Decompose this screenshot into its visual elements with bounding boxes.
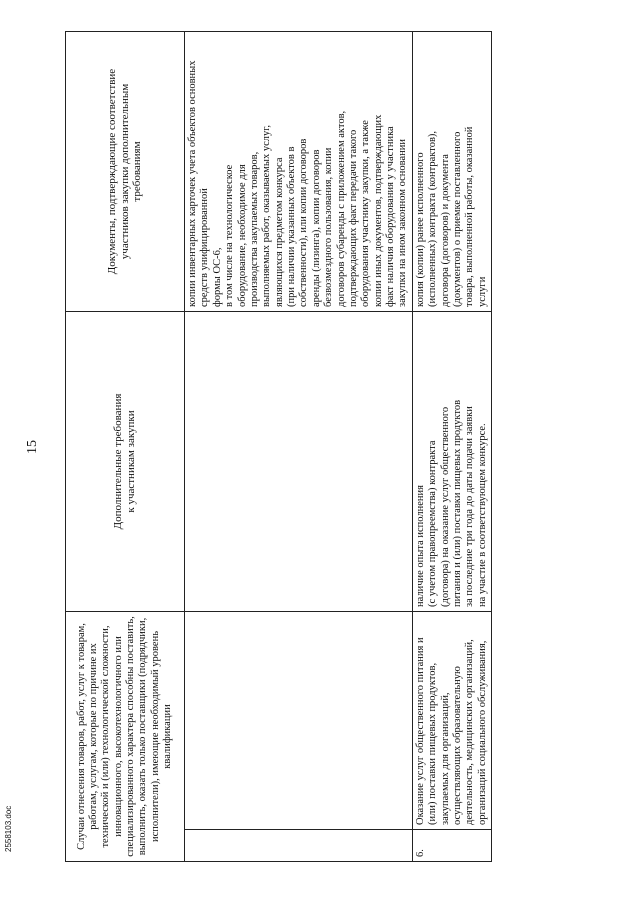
cell-empty-requirements: [185, 312, 413, 612]
category-description: Случаи отнесения товаров, работ, услуг к товарам, работам, услугам, которые по причине их технической и (или) технологической сложности, инновационного, высокотехнологичного или специализированного характера способны поставить, выполнить, оказать только поставщики (подрядчики, исполнители), имеющие необходимый уровень квалификации: [75, 616, 174, 857]
row6-documents: копия (копии) ранее исполненного (исполненных) контракта (контрактов), договора (договоров) и документа (документов) о приемке поставленного товара, выполненной работы, оказанной услуги: [412, 32, 491, 312]
continued-row-name: [66, 612, 185, 862]
table-row-header: [66, 32, 185, 862]
row6-number: 6.: [412, 830, 491, 862]
cell-empty-number: [185, 830, 413, 862]
page-number: 15: [25, 440, 40, 454]
table-row-continued: [185, 32, 413, 862]
footer-file-code: 2558103.doc: [4, 805, 13, 852]
rotated-page: [25, 32, 585, 862]
requirements-table: [65, 31, 492, 862]
row6-requirements: наличие опыта исполнения (с учетом правопреемства) контракта (договора) на оказание услуг общественного питания и (или) поставки пищевых продуктов за последние три года до даты подачи заявки на участие в соответствующем конкурсе.: [412, 312, 491, 612]
table-row: [412, 32, 491, 862]
row6-name: Оказание услуг общественного питания и (или) поставки пищевых продуктов, закупаемых для организаций, осуществляющих образовательную деятельность, медицинских организаций, организаций социального обслуживания,: [412, 612, 491, 830]
cell-empty-name: [185, 612, 413, 830]
header-documents: Документы, подтверждающие соответствие участников закупки дополнительным требованиям: [66, 32, 185, 312]
cell-documents-equipment: копии инвентарных карточек учета объектов основных средств унифицированной формы ОС-6, в том числе на технологическое оборудование, необходимое для производства закупаемых товаров, выполняемых работ, оказываемых услуг, являющихся предметом конкурса (при наличии указанных объектов в собственности), или копии договоров аренды (лизинга), копии договоров безвозмездного пользования, копии договоров субаренды с приложением актов, подтверждающих факт передачи такого оборудования участнику закупки, а также копии иных документов, подтверждающих факт наличия оборудования у участника закупки на ином законном основании: [185, 32, 413, 312]
header-requirements: Дополнительные требования к участникам закупки: [66, 312, 185, 612]
